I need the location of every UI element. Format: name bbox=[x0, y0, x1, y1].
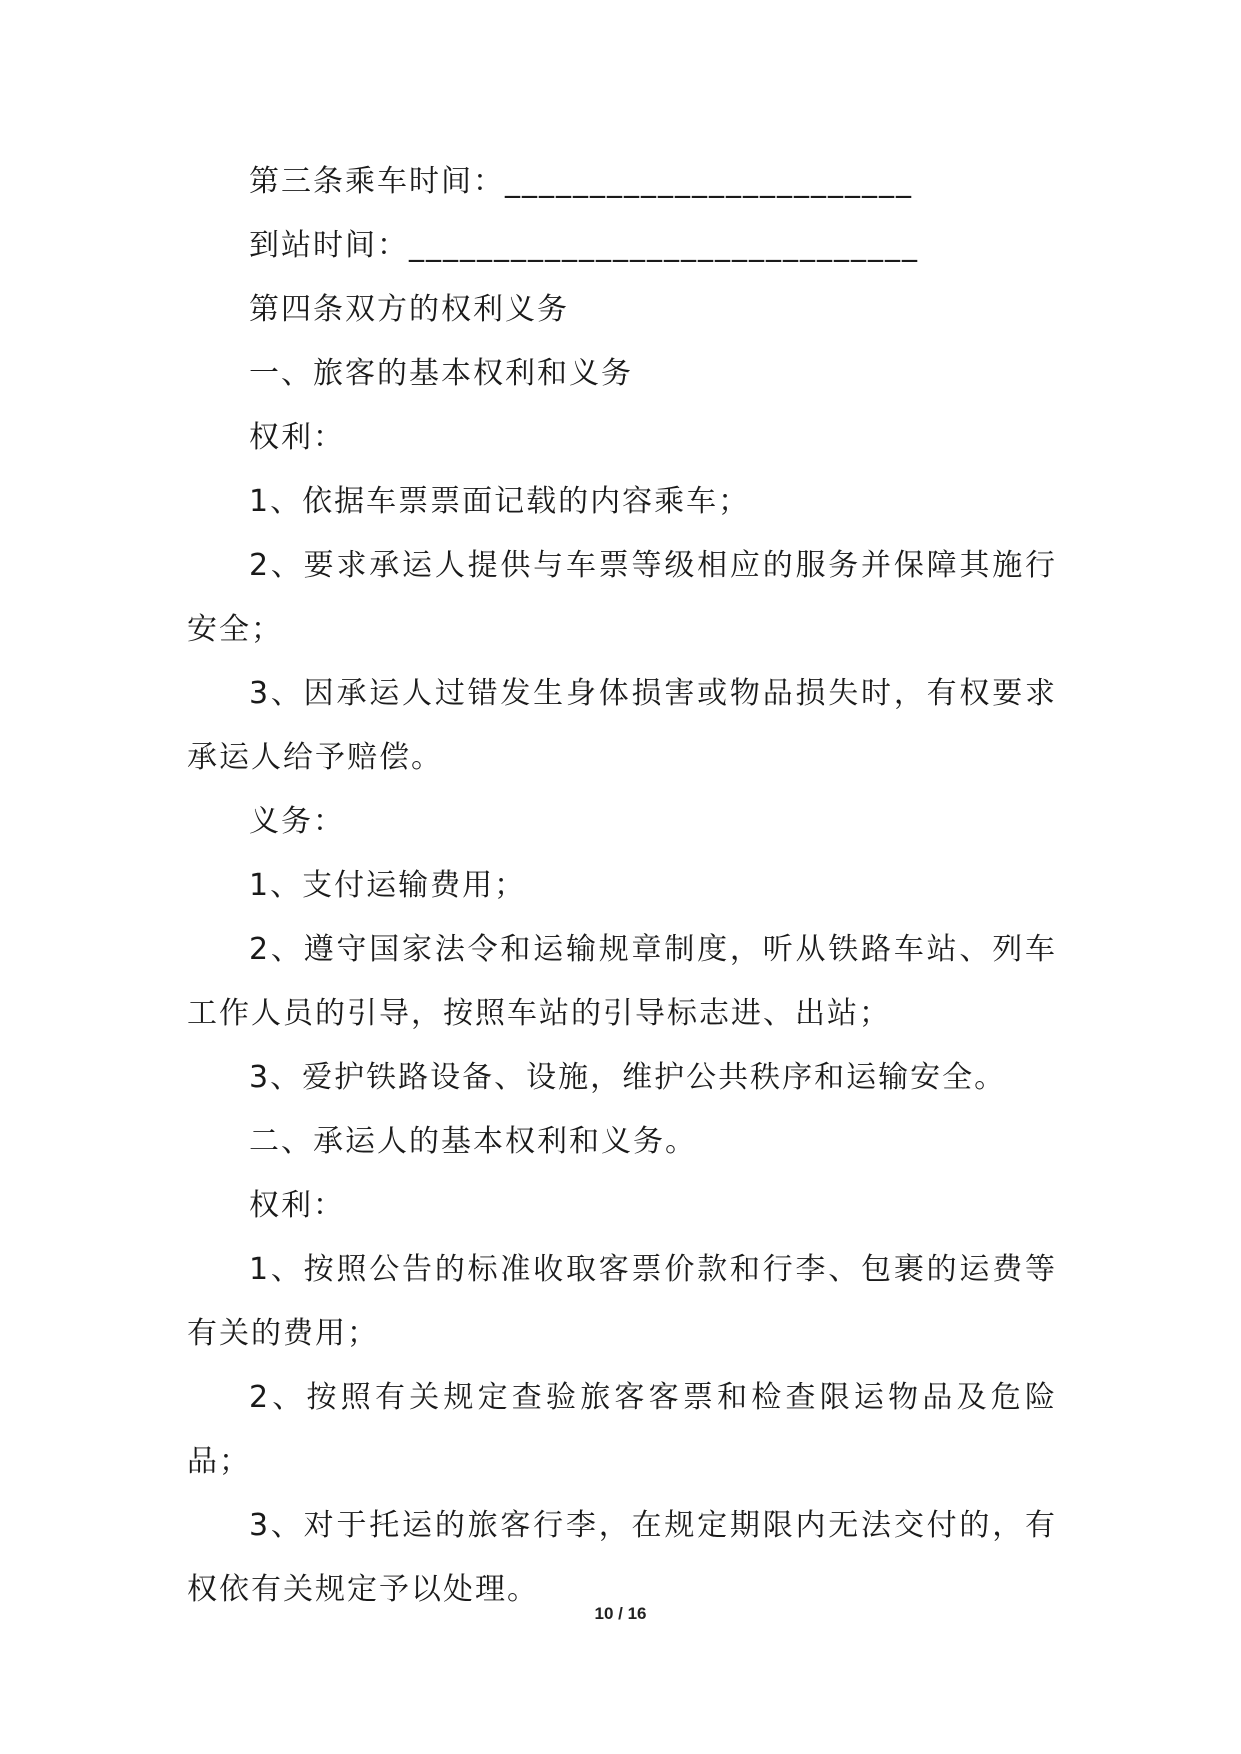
passenger-duties-label: 义务： bbox=[249, 804, 345, 839]
arrival-time-line: 到站时间：______________________________ bbox=[249, 228, 919, 263]
carrier-rights-label: 权利： bbox=[249, 1188, 345, 1223]
article-four-heading: 第四条双方的权利义务 bbox=[249, 292, 569, 327]
passenger-right-2: 2、要求承运人提供与车票等级相应的服务并保障其施行安全； bbox=[187, 548, 1057, 647]
passenger-duty-3: 3、爱护铁路设备、设施，维护公共秩序和运输安全。 bbox=[249, 1060, 1007, 1095]
carrier-right-2: 2、按照有关规定查验旅客客票和检查限运物品及危险品； bbox=[187, 1380, 1057, 1479]
carrier-right-1: 1、按照公告的标准收取客票价款和行李、包裹的运费等有关的费用； bbox=[187, 1252, 1057, 1351]
document-body bbox=[187, 150, 1057, 1622]
passenger-right-1: 1、依据车票票面记载的内容乘车； bbox=[249, 484, 751, 519]
passenger-duty-2: 2、遵守国家法令和运输规章制度，听从铁路车站、列车工作人员的引导，按照车站的引导标志进、出站； bbox=[187, 932, 1057, 1031]
page-number: 10 / 16 bbox=[594, 1604, 647, 1623]
riding-time-line: 第三条乘车时间：________________________ bbox=[249, 164, 913, 199]
carrier-right-3: 3、对于托运的旅客行李，在规定期限内无法交付的，有权依有关规定予以处理。 bbox=[187, 1508, 1057, 1607]
passenger-right-3: 3、因承运人过错发生身体损害或物品损失时，有权要求承运人给予赔偿。 bbox=[187, 676, 1057, 775]
passenger-section-heading: 一、旅客的基本权利和义务 bbox=[249, 356, 633, 391]
carrier-section-heading: 二、承运人的基本权利和义务。 bbox=[249, 1124, 697, 1159]
passenger-rights-label: 权利： bbox=[249, 420, 345, 455]
passenger-duty-1: 1、支付运输费用； bbox=[249, 868, 527, 903]
